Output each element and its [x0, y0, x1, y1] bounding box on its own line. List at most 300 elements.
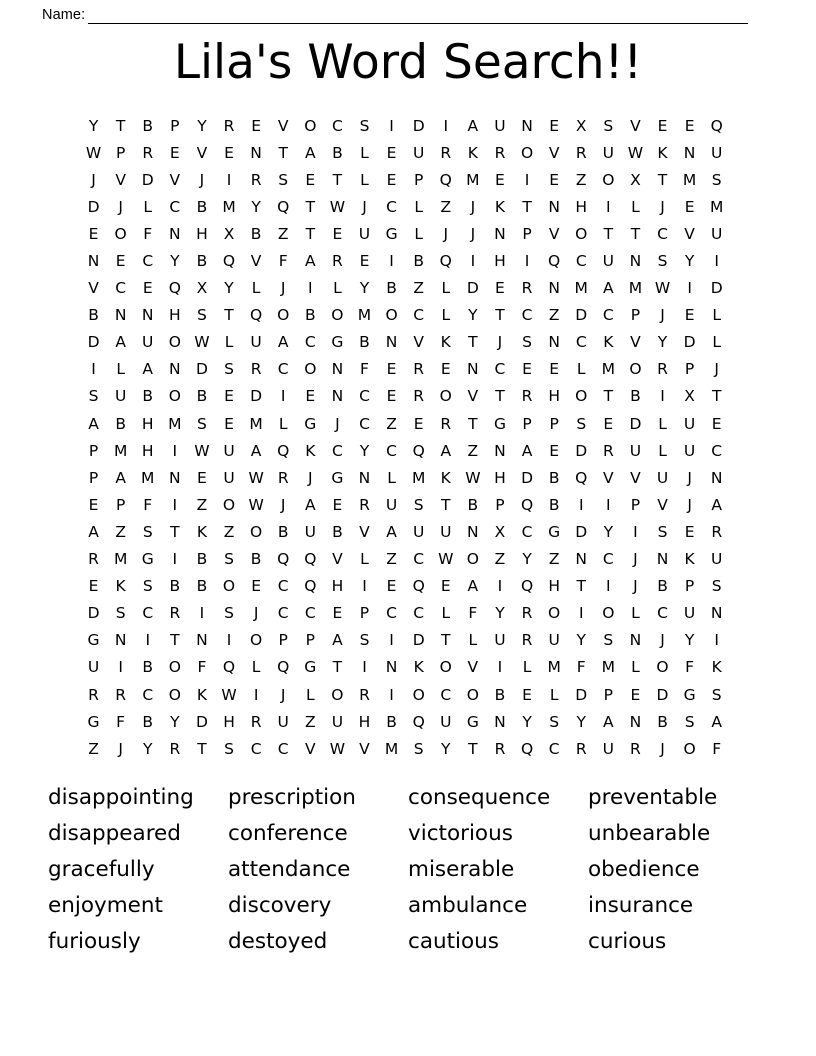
- grid-letter[interactable]: B: [548, 495, 560, 514]
- grid-letter[interactable]: E: [711, 414, 722, 433]
- grid-letter[interactable]: L: [224, 333, 234, 352]
- grid-letter[interactable]: O: [222, 495, 236, 514]
- grid-letter[interactable]: W: [248, 495, 264, 514]
- grid-letter[interactable]: E: [413, 414, 424, 433]
- grid-letter[interactable]: H: [141, 441, 154, 460]
- grid-letter[interactable]: J: [118, 739, 123, 758]
- grid-letter[interactable]: D: [412, 631, 425, 650]
- grid-letter[interactable]: R: [630, 739, 641, 758]
- grid-letter[interactable]: L: [631, 197, 640, 216]
- grid-letter[interactable]: D: [710, 279, 723, 298]
- grid-letter[interactable]: E: [197, 468, 207, 487]
- grid-letter[interactable]: N: [521, 116, 533, 135]
- grid-letter[interactable]: B: [277, 522, 289, 541]
- grid-letter[interactable]: S: [413, 739, 424, 758]
- grid-letter[interactable]: C: [440, 685, 452, 704]
- grid-letter[interactable]: B: [88, 306, 99, 325]
- grid-letter[interactable]: L: [576, 360, 586, 379]
- grid-letter[interactable]: C: [413, 306, 425, 325]
- word-list-item[interactable]: destoyed: [228, 929, 328, 954]
- grid-letter[interactable]: I: [660, 387, 665, 406]
- grid-letter[interactable]: Y: [684, 631, 695, 650]
- grid-letter[interactable]: I: [172, 495, 178, 514]
- grid-letter[interactable]: G: [683, 685, 696, 704]
- grid-letter[interactable]: O: [168, 685, 181, 704]
- grid-letter[interactable]: Y: [468, 306, 478, 325]
- grid-letter[interactable]: U: [250, 333, 262, 352]
- grid-letter[interactable]: K: [440, 333, 451, 352]
- grid-letter[interactable]: R: [413, 387, 425, 406]
- grid-letter[interactable]: C: [413, 550, 425, 569]
- grid-letter[interactable]: Z: [223, 522, 235, 541]
- grid-letter[interactable]: U: [548, 631, 560, 650]
- grid-letter[interactable]: O: [385, 306, 398, 325]
- grid-letter[interactable]: B: [196, 577, 208, 596]
- grid-letter[interactable]: E: [88, 577, 99, 596]
- grid-letter[interactable]: I: [389, 116, 394, 135]
- grid-letter[interactable]: M: [141, 468, 155, 487]
- grid-letter[interactable]: K: [115, 577, 126, 596]
- word-list-item[interactable]: insurance: [588, 893, 694, 918]
- grid-letter[interactable]: U: [385, 495, 398, 514]
- grid-letter[interactable]: L: [387, 468, 396, 487]
- grid-letter[interactable]: L: [143, 197, 153, 216]
- grid-letter[interactable]: H: [358, 712, 371, 731]
- grid-letter[interactable]: V: [467, 658, 479, 677]
- grid-letter[interactable]: T: [630, 224, 641, 243]
- grid-letter[interactable]: O: [250, 522, 263, 541]
- grid-letter[interactable]: T: [332, 170, 343, 189]
- grid-letter[interactable]: B: [467, 495, 479, 514]
- grid-letter[interactable]: N: [385, 658, 398, 677]
- grid-letter[interactable]: B: [196, 197, 208, 216]
- grid-letter[interactable]: S: [115, 604, 126, 623]
- grid-letter[interactable]: B: [304, 306, 316, 325]
- grid-letter[interactable]: E: [495, 170, 505, 189]
- grid-letter[interactable]: J: [633, 550, 638, 569]
- grid-letter[interactable]: S: [711, 170, 722, 189]
- grid-letter[interactable]: U: [223, 468, 235, 487]
- grid-letter[interactable]: U: [114, 387, 127, 406]
- grid-letter[interactable]: N: [629, 712, 642, 731]
- grid-letter[interactable]: C: [250, 739, 262, 758]
- grid-letter[interactable]: E: [88, 495, 99, 514]
- grid-letter[interactable]: Z: [386, 414, 397, 433]
- grid-letter[interactable]: C: [142, 604, 154, 623]
- grid-letter[interactable]: O: [520, 143, 534, 162]
- grid-letter[interactable]: Z: [196, 495, 208, 514]
- grid-letter[interactable]: J: [660, 306, 665, 325]
- grid-letter[interactable]: A: [88, 522, 99, 541]
- grid-letter[interactable]: B: [657, 577, 668, 596]
- grid-letter[interactable]: E: [332, 604, 343, 623]
- grid-letter[interactable]: E: [224, 414, 234, 433]
- grid-letter[interactable]: N: [710, 468, 723, 487]
- grid-letter[interactable]: A: [277, 333, 289, 352]
- grid-letter[interactable]: W: [627, 143, 644, 162]
- word-list-item[interactable]: curious: [588, 929, 667, 954]
- grid-letter[interactable]: B: [196, 387, 208, 406]
- grid-letter[interactable]: F: [685, 658, 695, 677]
- grid-letter[interactable]: R: [332, 252, 343, 271]
- grid-letter[interactable]: Z: [548, 550, 560, 569]
- grid-letter[interactable]: L: [441, 306, 451, 325]
- word-list-item[interactable]: enjoyment: [48, 893, 163, 918]
- grid-letter[interactable]: A: [711, 712, 722, 731]
- grid-letter[interactable]: J: [497, 333, 503, 352]
- grid-letter[interactable]: R: [250, 712, 262, 731]
- grid-letter[interactable]: L: [360, 143, 369, 162]
- grid-letter[interactable]: E: [359, 252, 370, 271]
- grid-letter[interactable]: N: [114, 631, 127, 650]
- grid-letter[interactable]: G: [466, 712, 479, 731]
- grid-letter[interactable]: L: [549, 685, 559, 704]
- grid-letter[interactable]: A: [467, 577, 479, 596]
- grid-letter[interactable]: U: [711, 143, 723, 162]
- grid-letter[interactable]: M: [384, 739, 399, 758]
- grid-letter[interactable]: O: [222, 577, 236, 596]
- grid-letter[interactable]: W: [438, 550, 454, 569]
- grid-letter[interactable]: Y: [251, 197, 261, 216]
- word-list-item[interactable]: conference: [228, 821, 348, 846]
- grid-letter[interactable]: C: [575, 333, 587, 352]
- grid-letter[interactable]: J: [470, 197, 476, 216]
- grid-letter[interactable]: L: [712, 306, 722, 325]
- grid-letter[interactable]: E: [549, 360, 560, 379]
- grid-letter[interactable]: O: [683, 739, 696, 758]
- grid-letter[interactable]: Z: [386, 550, 397, 569]
- grid-letter[interactable]: M: [710, 197, 724, 216]
- grid-letter[interactable]: P: [603, 685, 613, 704]
- grid-letter[interactable]: M: [168, 414, 182, 433]
- grid-letter[interactable]: A: [304, 252, 316, 271]
- grid-letter[interactable]: C: [142, 685, 154, 704]
- grid-letter[interactable]: Q: [304, 550, 317, 569]
- grid-letter[interactable]: N: [683, 143, 696, 162]
- grid-letter[interactable]: M: [682, 170, 697, 189]
- grid-letter[interactable]: B: [413, 252, 424, 271]
- grid-letter[interactable]: V: [603, 468, 614, 487]
- grid-letter[interactable]: Q: [412, 712, 425, 731]
- grid-letter[interactable]: J: [280, 495, 286, 514]
- grid-letter[interactable]: E: [603, 414, 614, 433]
- grid-letter[interactable]: R: [142, 143, 154, 162]
- grid-letter[interactable]: V: [277, 116, 289, 135]
- grid-letter[interactable]: A: [603, 279, 614, 298]
- grid-letter[interactable]: O: [331, 306, 344, 325]
- grid-letter[interactable]: W: [221, 685, 237, 704]
- grid-letter[interactable]: R: [575, 739, 587, 758]
- grid-letter[interactable]: I: [714, 631, 719, 650]
- grid-letter[interactable]: H: [331, 577, 344, 596]
- grid-letter[interactable]: J: [687, 495, 692, 514]
- grid-letter[interactable]: G: [548, 522, 561, 541]
- grid-letter[interactable]: R: [521, 279, 533, 298]
- grid-letter[interactable]: E: [495, 279, 505, 298]
- grid-letter[interactable]: L: [251, 279, 261, 298]
- grid-letter[interactable]: V: [88, 279, 99, 298]
- grid-letter[interactable]: Y: [170, 712, 180, 731]
- grid-letter[interactable]: T: [197, 739, 207, 758]
- grid-letter[interactable]: P: [522, 414, 532, 433]
- grid-letter[interactable]: R: [494, 143, 506, 162]
- grid-letter[interactable]: L: [414, 224, 423, 243]
- grid-letter[interactable]: A: [467, 116, 479, 135]
- grid-letter[interactable]: D: [87, 604, 100, 623]
- grid-letter[interactable]: I: [578, 604, 584, 623]
- grid-letter[interactable]: N: [169, 360, 181, 379]
- grid-letter[interactable]: C: [277, 577, 289, 596]
- grid-letter[interactable]: B: [332, 143, 343, 162]
- grid-letter[interactable]: S: [413, 495, 424, 514]
- grid-letter[interactable]: R: [359, 685, 370, 704]
- grid-letter[interactable]: C: [304, 604, 316, 623]
- grid-letter[interactable]: E: [251, 116, 261, 135]
- grid-letter[interactable]: X: [223, 224, 235, 243]
- grid-letter[interactable]: Y: [224, 279, 234, 298]
- grid-letter[interactable]: P: [170, 116, 180, 135]
- grid-letter[interactable]: B: [657, 712, 668, 731]
- grid-letter[interactable]: B: [115, 414, 126, 433]
- grid-letter[interactable]: T: [603, 387, 614, 406]
- grid-letter[interactable]: V: [548, 143, 560, 162]
- word-list-item[interactable]: unbearable: [588, 821, 711, 846]
- grid-letter[interactable]: W: [329, 739, 346, 758]
- grid-letter[interactable]: I: [226, 631, 232, 650]
- grid-letter[interactable]: J: [633, 577, 638, 596]
- grid-letter[interactable]: I: [389, 631, 394, 650]
- grid-letter[interactable]: H: [548, 577, 560, 596]
- grid-letter[interactable]: T: [468, 333, 478, 352]
- grid-letter[interactable]: P: [359, 604, 370, 623]
- grid-letter[interactable]: W: [465, 468, 481, 487]
- grid-letter[interactable]: G: [304, 658, 317, 677]
- grid-letter[interactable]: Y: [657, 333, 668, 352]
- grid-letter[interactable]: L: [441, 604, 451, 623]
- grid-letter[interactable]: I: [606, 197, 611, 216]
- grid-letter[interactable]: C: [331, 441, 343, 460]
- grid-letter[interactable]: P: [88, 468, 99, 487]
- grid-letter[interactable]: P: [495, 495, 505, 514]
- word-list-item[interactable]: preventable: [588, 785, 718, 810]
- grid-letter[interactable]: I: [389, 252, 394, 271]
- grid-letter[interactable]: I: [172, 441, 178, 460]
- grid-letter[interactable]: P: [549, 414, 559, 433]
- grid-letter[interactable]: U: [629, 441, 642, 460]
- grid-letter[interactable]: U: [683, 414, 696, 433]
- grid-letter[interactable]: D: [250, 387, 263, 406]
- grid-letter[interactable]: S: [711, 685, 722, 704]
- grid-letter[interactable]: U: [683, 441, 696, 460]
- grid-letter[interactable]: E: [115, 252, 126, 271]
- grid-letter[interactable]: O: [439, 387, 452, 406]
- grid-letter[interactable]: E: [684, 116, 695, 135]
- grid-letter[interactable]: S: [224, 739, 234, 758]
- grid-letter[interactable]: I: [633, 522, 638, 541]
- grid-letter[interactable]: U: [494, 631, 506, 650]
- grid-letter[interactable]: Y: [522, 712, 532, 731]
- grid-letter[interactable]: R: [359, 495, 370, 514]
- grid-letter[interactable]: P: [522, 224, 532, 243]
- word-list-item[interactable]: discovery: [228, 893, 332, 918]
- grid-letter[interactable]: C: [575, 252, 587, 271]
- grid-letter[interactable]: N: [656, 550, 669, 569]
- grid-letter[interactable]: H: [223, 712, 235, 731]
- grid-letter[interactable]: F: [360, 360, 369, 379]
- grid-letter[interactable]: T: [468, 414, 478, 433]
- grid-letter[interactable]: B: [359, 333, 370, 352]
- grid-letter[interactable]: S: [88, 387, 99, 406]
- grid-letter[interactable]: U: [440, 712, 452, 731]
- grid-letter[interactable]: J: [470, 224, 476, 243]
- grid-letter[interactable]: U: [87, 658, 100, 677]
- grid-letter[interactable]: T: [603, 224, 614, 243]
- grid-letter[interactable]: P: [413, 170, 424, 189]
- grid-letter[interactable]: O: [602, 604, 615, 623]
- grid-letter[interactable]: E: [684, 197, 695, 216]
- grid-letter[interactable]: T: [576, 577, 586, 596]
- word-list-item[interactable]: consequence: [408, 785, 551, 810]
- grid-letter[interactable]: E: [630, 685, 641, 704]
- grid-letter[interactable]: K: [440, 468, 451, 487]
- grid-letter[interactable]: R: [250, 170, 262, 189]
- grid-letter[interactable]: S: [224, 604, 234, 623]
- grid-letter[interactable]: G: [331, 468, 344, 487]
- grid-letter[interactable]: Q: [250, 306, 263, 325]
- grid-letter[interactable]: G: [87, 631, 100, 650]
- grid-letter[interactable]: U: [602, 739, 614, 758]
- grid-letter[interactable]: C: [277, 360, 289, 379]
- grid-letter[interactable]: T: [305, 197, 316, 216]
- word-list-item[interactable]: disappointing: [48, 785, 194, 810]
- grid-letter[interactable]: T: [224, 306, 234, 325]
- grid-letter[interactable]: J: [660, 631, 665, 650]
- grid-letter[interactable]: B: [142, 387, 154, 406]
- grid-letter[interactable]: R: [88, 550, 99, 569]
- grid-letter[interactable]: M: [249, 414, 263, 433]
- grid-letter[interactable]: I: [524, 252, 530, 271]
- grid-letter[interactable]: G: [493, 414, 506, 433]
- grid-letter[interactable]: G: [87, 712, 100, 731]
- grid-letter[interactable]: T: [332, 658, 343, 677]
- grid-letter[interactable]: T: [495, 387, 505, 406]
- grid-letter[interactable]: C: [115, 279, 127, 298]
- grid-letter[interactable]: C: [386, 197, 397, 216]
- grid-letter[interactable]: A: [250, 441, 262, 460]
- grid-letter[interactable]: O: [412, 685, 425, 704]
- grid-letter[interactable]: A: [115, 468, 126, 487]
- grid-letter[interactable]: D: [656, 685, 669, 704]
- grid-letter[interactable]: Y: [359, 441, 370, 460]
- grid-letter[interactable]: X: [494, 522, 506, 541]
- grid-letter[interactable]: R: [250, 360, 262, 379]
- grid-letter[interactable]: R: [169, 739, 181, 758]
- grid-letter[interactable]: A: [88, 414, 99, 433]
- grid-letter[interactable]: J: [660, 197, 665, 216]
- grid-letter[interactable]: J: [335, 414, 340, 433]
- grid-letter[interactable]: S: [603, 631, 614, 650]
- grid-letter[interactable]: E: [440, 360, 451, 379]
- grid-letter[interactable]: D: [575, 522, 588, 541]
- grid-letter[interactable]: W: [654, 279, 671, 298]
- grid-letter[interactable]: A: [521, 441, 533, 460]
- grid-letter[interactable]: S: [359, 116, 370, 135]
- grid-letter[interactable]: E: [332, 224, 343, 243]
- grid-letter[interactable]: N: [196, 631, 208, 650]
- grid-letter[interactable]: O: [629, 360, 642, 379]
- grid-letter[interactable]: S: [142, 577, 153, 596]
- grid-letter[interactable]: L: [116, 360, 125, 379]
- grid-letter[interactable]: Z: [575, 170, 587, 189]
- grid-letter[interactable]: A: [115, 333, 126, 352]
- grid-letter[interactable]: H: [494, 468, 506, 487]
- grid-letter[interactable]: C: [521, 522, 533, 541]
- grid-letter[interactable]: C: [169, 197, 181, 216]
- grid-letter[interactable]: C: [277, 739, 289, 758]
- grid-letter[interactable]: X: [575, 116, 587, 135]
- grid-letter[interactable]: D: [575, 306, 588, 325]
- grid-letter[interactable]: S: [657, 522, 668, 541]
- grid-letter[interactable]: R: [575, 143, 587, 162]
- grid-letter[interactable]: N: [385, 333, 398, 352]
- grid-letter[interactable]: P: [115, 143, 126, 162]
- word-list-item[interactable]: victorious: [408, 821, 513, 846]
- grid-letter[interactable]: W: [329, 197, 346, 216]
- grid-letter[interactable]: J: [687, 468, 692, 487]
- grid-letter[interactable]: C: [304, 333, 316, 352]
- grid-letter[interactable]: O: [250, 631, 263, 650]
- grid-letter[interactable]: H: [575, 197, 588, 216]
- grid-letter[interactable]: B: [142, 116, 154, 135]
- grid-letter[interactable]: Z: [88, 739, 99, 758]
- grid-letter[interactable]: U: [304, 522, 316, 541]
- grid-letter[interactable]: K: [413, 658, 424, 677]
- grid-letter[interactable]: R: [88, 685, 99, 704]
- grid-letter[interactable]: C: [657, 224, 668, 243]
- grid-letter[interactable]: E: [386, 387, 397, 406]
- grid-letter[interactable]: P: [88, 441, 99, 460]
- word-list-item[interactable]: obedience: [588, 857, 700, 882]
- grid-letter[interactable]: T: [711, 387, 722, 406]
- grid-letter[interactable]: I: [714, 252, 719, 271]
- grid-letter[interactable]: E: [224, 143, 234, 162]
- grid-letter[interactable]: C: [386, 441, 397, 460]
- grid-letter[interactable]: C: [548, 739, 560, 758]
- grid-letter[interactable]: C: [602, 550, 614, 569]
- grid-letter[interactable]: C: [657, 604, 668, 623]
- grid-letter[interactable]: K: [305, 441, 316, 460]
- grid-letter[interactable]: A: [711, 495, 722, 514]
- grid-letter[interactable]: C: [142, 252, 154, 271]
- grid-letter[interactable]: J: [253, 604, 259, 623]
- grid-letter[interactable]: L: [631, 658, 640, 677]
- grid-letter[interactable]: Q: [277, 658, 290, 677]
- grid-letter[interactable]: Q: [520, 739, 534, 758]
- grid-letter[interactable]: O: [277, 306, 290, 325]
- grid-letter[interactable]: D: [412, 116, 425, 135]
- grid-letter[interactable]: O: [548, 604, 561, 623]
- grid-letter[interactable]: D: [521, 468, 534, 487]
- grid-letter[interactable]: A: [142, 360, 154, 379]
- grid-letter[interactable]: T: [468, 739, 478, 758]
- grid-letter[interactable]: T: [441, 631, 451, 650]
- grid-letter[interactable]: I: [308, 279, 313, 298]
- grid-letter[interactable]: C: [711, 441, 723, 460]
- grid-letter[interactable]: E: [332, 495, 343, 514]
- grid-letter[interactable]: B: [169, 577, 181, 596]
- grid-letter[interactable]: Q: [575, 468, 588, 487]
- word-list-item[interactable]: prescription: [228, 785, 356, 810]
